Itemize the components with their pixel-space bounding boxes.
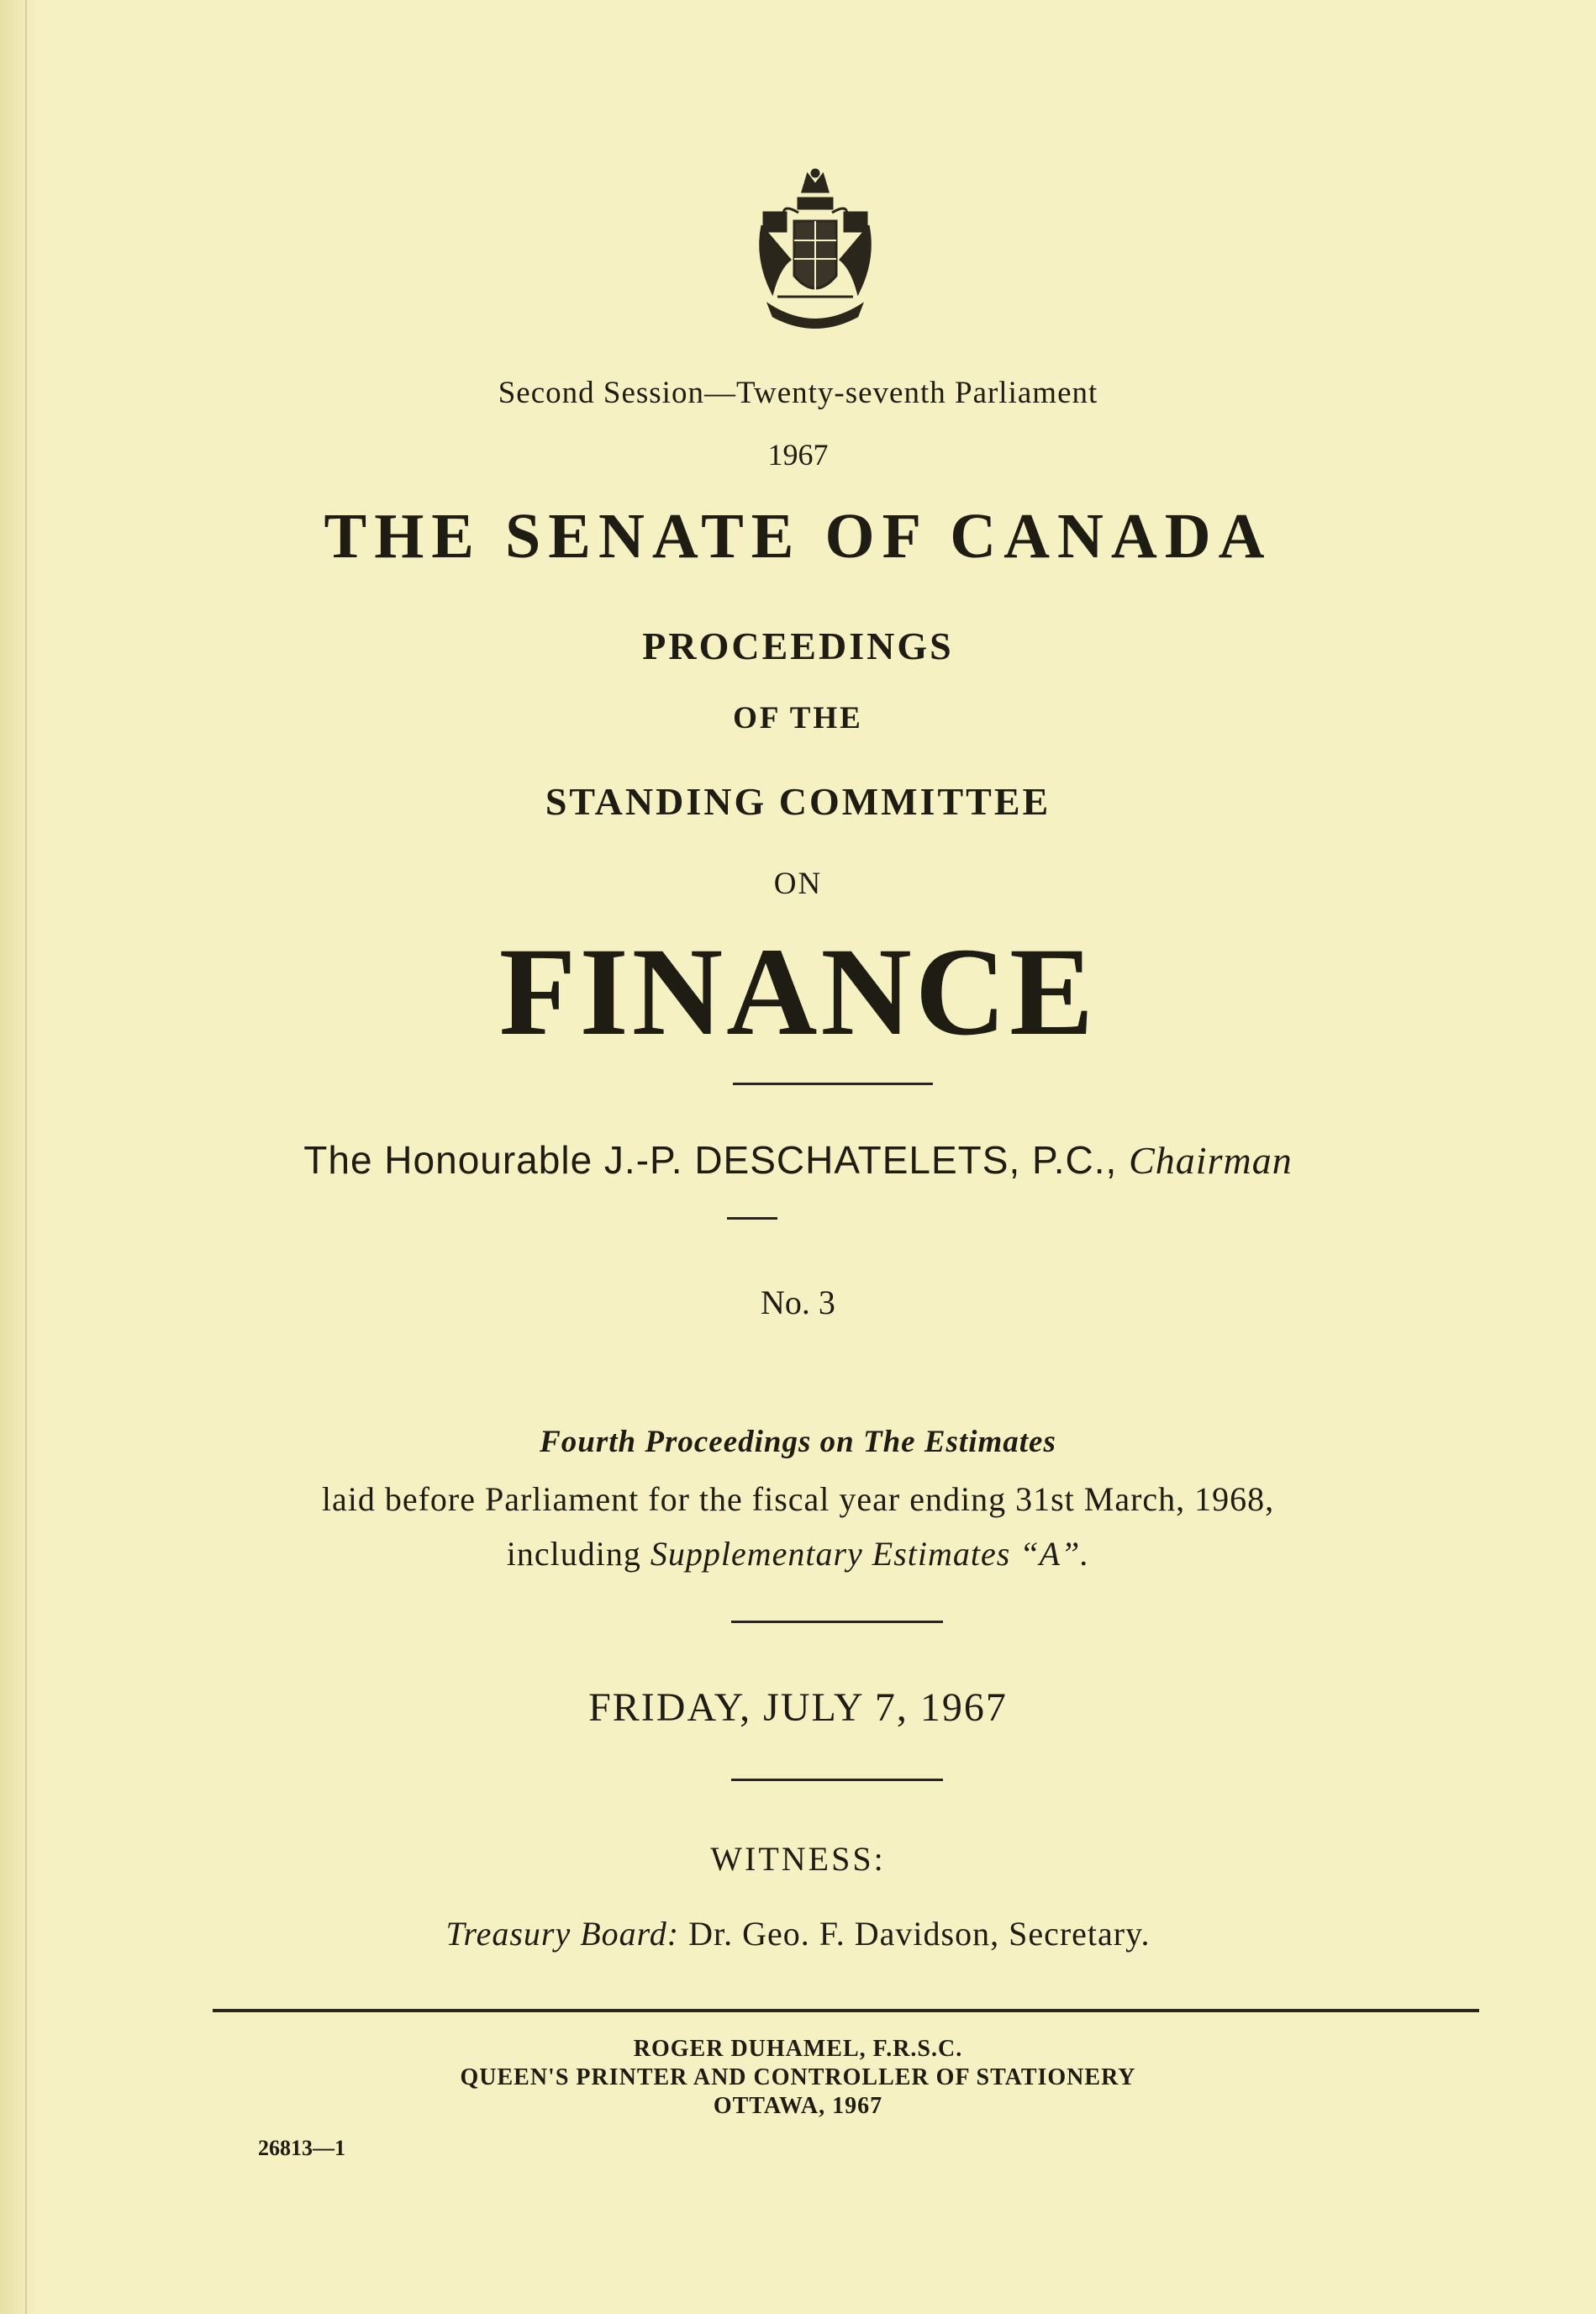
- divider: [731, 1779, 943, 1781]
- chairman-role: Chairman: [1129, 1139, 1293, 1182]
- issue-number: No. 3: [761, 1284, 835, 1321]
- proceedings-heading: PROCEEDINGS: [642, 625, 954, 667]
- session-year: 1967: [767, 438, 829, 472]
- supplementary-estimates: Supplementary Estimates “A”.: [650, 1535, 1090, 1573]
- proceedings-title: Fourth Proceedings on The Estimates: [540, 1425, 1056, 1459]
- estimates-description: laid before Parliament for the fiscal year ending 31st March, 1968,: [321, 1480, 1275, 1518]
- institution-title: THE SENATE OF CANADA: [324, 501, 1272, 572]
- divider: [733, 1083, 933, 1085]
- witness-person: Dr. Geo. F. Davidson, Secretary.: [688, 1915, 1151, 1953]
- including-line: [0, 1534, 1596, 1573]
- divider: [731, 1621, 943, 1623]
- printer-title: QUEEN'S PRINTER AND CONTROLLER OF STATIONERY: [460, 2064, 1136, 2090]
- footer-rule: [213, 2009, 1479, 2012]
- chairman-name: The Honourable J.-P. DESCHATELETS, P.C.,: [303, 1138, 1118, 1182]
- witness-line: [0, 1914, 1596, 1953]
- session-line: Second Session—Twenty-seventh Parliament: [498, 376, 1098, 410]
- on-heading: ON: [773, 867, 823, 901]
- witness-heading: WITNESS:: [710, 1840, 886, 1878]
- witness-organization: Treasury Board:: [445, 1915, 680, 1953]
- of-the-heading: OF THE: [733, 701, 863, 735]
- coat-of-arms-icon: [752, 166, 878, 339]
- divider: [727, 1217, 777, 1220]
- print-code: 26813—1: [258, 2136, 345, 2160]
- chairman-line: [0, 1137, 1596, 1183]
- printer-location: OTTAWA, 1967: [713, 2093, 883, 2119]
- meeting-date: FRIDAY, JULY 7, 1967: [588, 1685, 1008, 1730]
- printer-name: ROGER DUHAMEL, F.R.S.C.: [633, 2036, 963, 2062]
- subject-heading: FINANCE: [498, 922, 1098, 1062]
- including-prefix: including: [506, 1535, 641, 1573]
- committee-heading: STANDING COMMITTEE: [545, 780, 1051, 823]
